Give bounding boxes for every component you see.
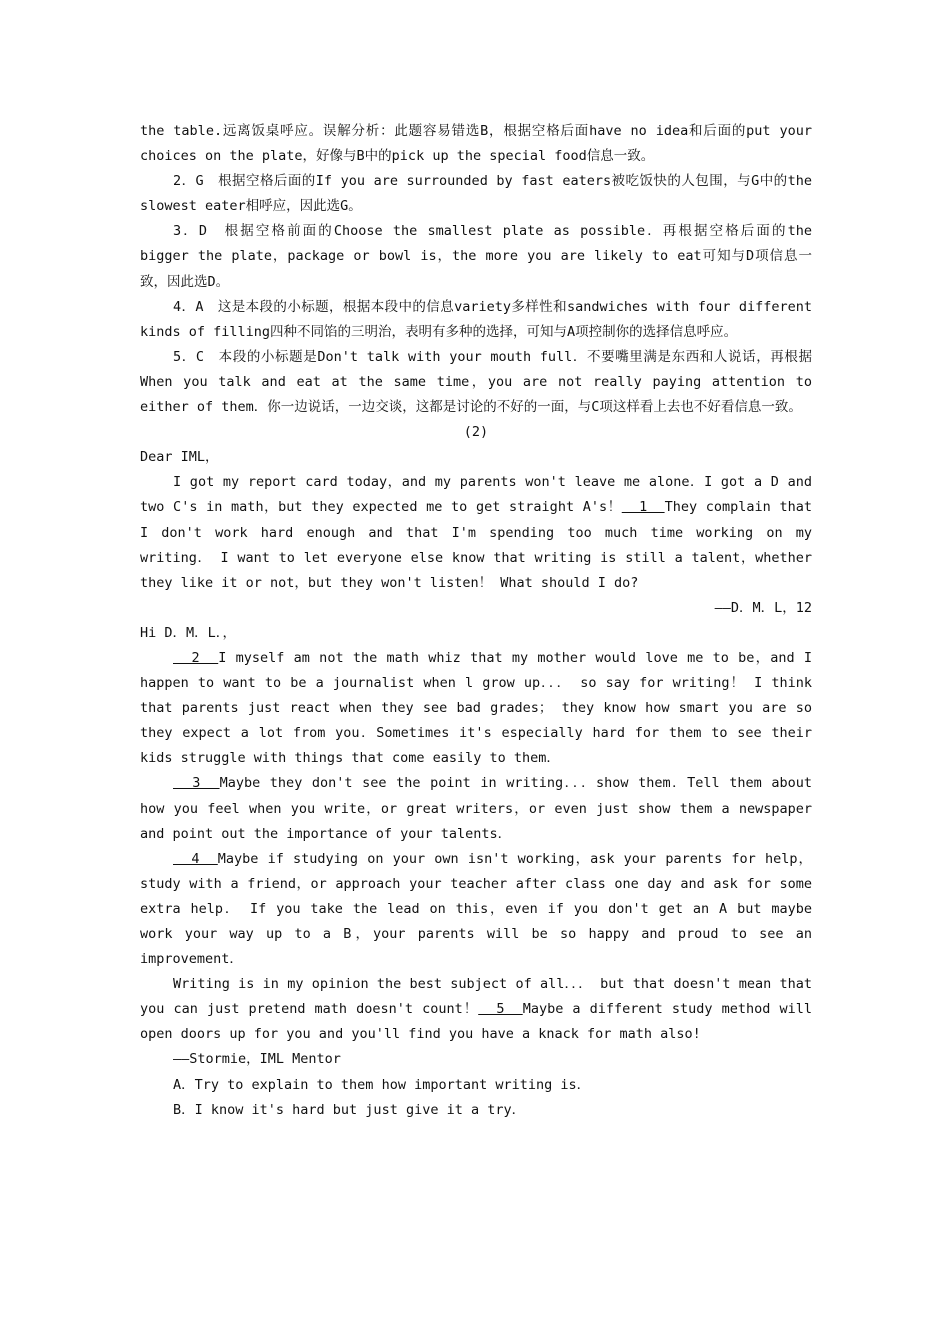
- reply-paragraph-3: [140, 847, 812, 972]
- answer-2: 2．G 根据空格后面的If you are surrounded by fast eaters被吃饭快的人包围，与G中的the slowest eater相呼应，因此选G。: [140, 173, 812, 215]
- option-b: B．I know it's hard but just give it a try．: [173, 1101, 526, 1118]
- reply-text: I myself am not the math whiz that my mother would love me to be，and I happen to want to be a journalist when l grow up．．． so say for writing！ I think that parents just react when they see bad grades； they know how smart you are so they expect a lot from you．Sometimes it's especially hard for them to see their kids struggle with things that come easily to them．: [140, 649, 812, 767]
- reply-paragraph-1: [140, 646, 812, 771]
- reply-signoff: ——Stormie，IML Mentor: [173, 1051, 341, 1068]
- letter-greeting: Dear IML，: [140, 449, 219, 466]
- answer-1-continuation: the table.远离饭桌呼应。误解分析：此题容易错选B，根据空格后面have no idea和后面的put your choices on the plate，好像与B中的pick up the special food信息一致。: [140, 123, 812, 165]
- answer-3: 3．D 根据空格前面的Choose the smallest plate as possible．再根据空格后面的the bigger the plate，package or bowl is，the more you are likely to eat可知与D项信息一致，因此选D。: [140, 223, 812, 290]
- reply-paragraph-2: [140, 771, 812, 846]
- letter-signoff: ——D．M．L，12: [714, 599, 812, 616]
- letter-text: They complain that I don't work hard enough and that I'm spending too much time working on my writing． I want to let everyone else know that writing is still a talent，whether they like it or not，but they won't listen！ What should I do?: [140, 499, 812, 591]
- document-page: [140, 119, 812, 1123]
- reply-text: Writing is in my opinion the best subject of all．．． but that doesn't mean that you can just pretend math doesn't count！: [140, 976, 812, 1018]
- passage-label: (2): [463, 424, 489, 441]
- reply-text: Maybe they don't see the point in writing．．．show them．Tell them about how you feel when you write，or great writers，or even just show them a newspaper and point out the importance of your talents．: [140, 775, 812, 842]
- option-a: A．Try to explain to them how important writing is．: [173, 1076, 591, 1093]
- reply-text: Maybe a different study method will open doors up for you and you'll find you have a knack for math also!: [140, 1001, 812, 1043]
- blank-1: 1: [621, 499, 665, 516]
- reply-paragraph-4: [140, 972, 812, 1047]
- blank-5: 5: [478, 1001, 523, 1018]
- answer-5: 5．C 本段的小标题是Don't talk with your mouth full．不要嘴里满是东西和人说话，再根据When you talk and eat at the same time，you are not really paying attention to either of them．你一边说话，一边交谈，这都是讨论的不好的一面，与C项这样看上去也不好看信息一致。: [140, 348, 812, 416]
- blank-3: 3: [173, 775, 220, 792]
- blank-2: 2: [173, 649, 219, 666]
- blank-4: 4: [173, 850, 218, 867]
- letter-paragraph: [140, 470, 812, 595]
- answer-4: 4．A 这是本段的小标题，根据本段中的信息variety多样性和sandwiches with four different kinds of filling四种不同馅的三明治，表明有多种的选择，可知与A项控制你的选择信息呼应。: [140, 298, 812, 340]
- letter-text: I got my report card today，and my parents won't leave me alone．I got a D and two C's in math，but they expected me to get straight A's！: [140, 474, 812, 516]
- reply-greeting: Hi D．M．L．，: [140, 624, 237, 641]
- reply-text: Maybe if studying on your own isn't working，ask your parents for help，study with a friend，or approach your teacher after class one day and ask for some extra help． If you take the lead on this，even if you don't get an A but maybe work your way up to a B，your parents will be so happy and proud to see an improvement．: [140, 850, 813, 968]
